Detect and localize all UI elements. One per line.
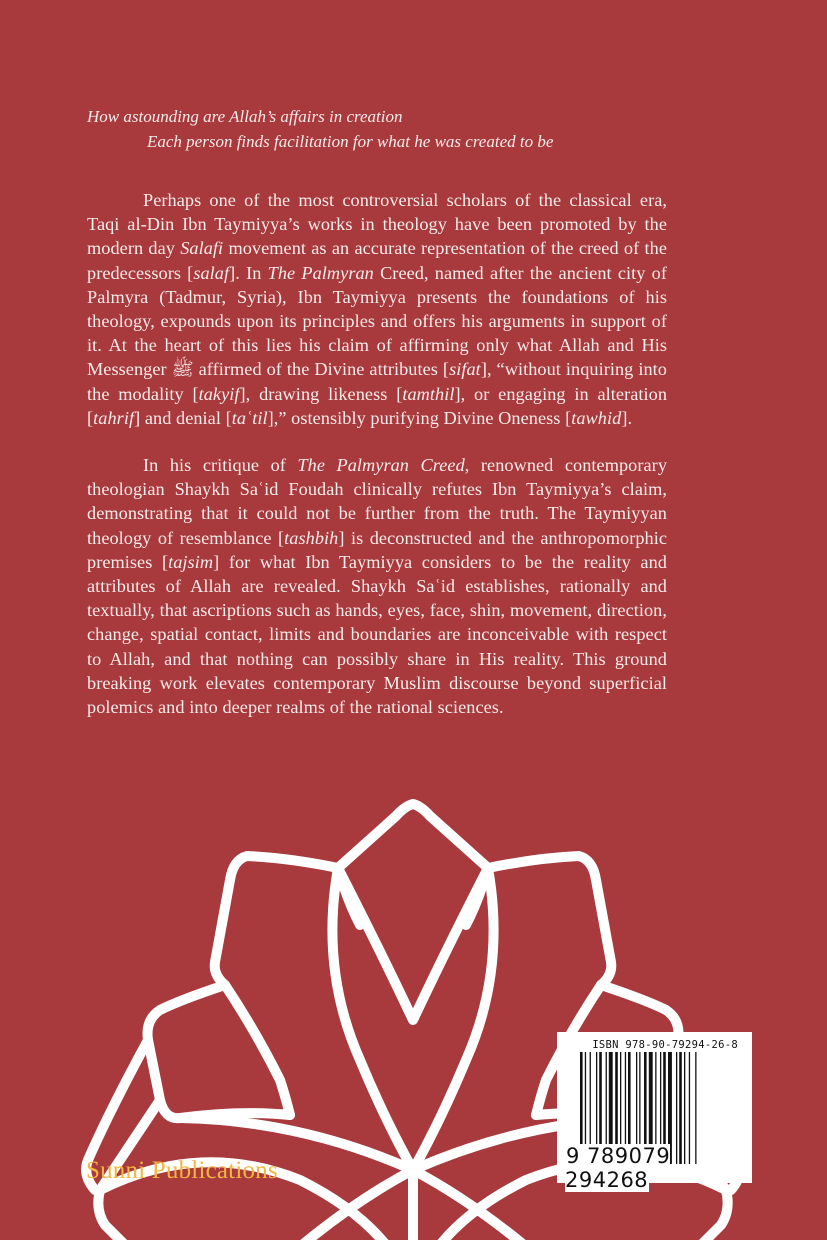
text-run: ], drawing likeness [ — [239, 383, 403, 404]
italic-term: taʿtil — [231, 407, 268, 428]
text-run: ] is deconstructed and the anthropomorphic premises [ — [87, 527, 668, 572]
text-run: Perhaps one of the most controversial scholars of the classical era, Taqi al-Din Ibn Taymiyya’s works in theology have been promoted by the modern day — [87, 190, 667, 259]
text-run: In his critique of — [143, 455, 298, 476]
epigraph — [87, 104, 667, 154]
epigraph-line-2: Each person finds facilitation for what he was created to be — [147, 132, 554, 151]
text-run: ],” ostensibly purifying Divine Oneness [ — [267, 407, 572, 428]
text-run: ]. — [621, 407, 633, 428]
text-run: ] and denial [ — [134, 407, 232, 428]
blurb-paragraph-2 — [87, 453, 667, 719]
text-run: ], or engaging in alteration [ — [87, 383, 668, 428]
publisher-name: Sunni Publications — [86, 1157, 278, 1184]
text-run: ] for what Ibn Taymiyya considers to be the reality and attributes of Allah are revealed. Shaykh Saʿid establishes, rationally and textually, that ascriptions such as hands, eyes, face, shin, movement, direction, change, spatial contact, limits and boundaries are inconceivable with respect to Allah, and that nothing can possibly share in His reality. This ground breaking work elevates contemporary Muslim discourse beyond superficial polemics and into deeper realms of the rational sciences. — [87, 551, 667, 718]
italic-term: tajsim — [168, 551, 214, 572]
text-run: movement as an accurate representation of the creed of the predecessors [ — [87, 238, 667, 283]
italic-term: sifat — [449, 359, 481, 380]
italic-term: The Palmyran — [267, 262, 374, 283]
italic-term: takyif — [198, 383, 240, 404]
isbn-digits: 9 789079 294268 — [565, 1144, 671, 1192]
italic-term: Salafi — [180, 238, 224, 259]
italic-term: tamthil — [402, 383, 455, 404]
italic-term: tawhid — [571, 407, 622, 428]
text-run: ], “without inquiring into the modality [ — [87, 359, 667, 404]
italic-term: salaf — [193, 262, 230, 283]
italic-term: tashbih — [284, 527, 339, 548]
epigraph-line-1: How astounding are Allah’s affairs in creation — [87, 107, 403, 126]
text-run: Creed, named after the ancient city of Palmyra (Tadmur, Syria), Ibn Taymiyya presents the foundations of his theology, expounds upon its principles and offers his arguments in support of it. At the heart of this lies his claim of affirming only what Allah and His Messenger ﷺ affirmed of the Divine attributes [ — [87, 262, 667, 380]
back-cover-text — [87, 104, 667, 742]
isbn-barcode — [557, 1032, 752, 1192]
text-run: , renowned contemporary theologian Shaykh Saʿid Foudah clinically refutes Ibn Taymiyya’s claim, demonstrating that it could not be further from the truth. The Taymiyyan theology of resemblance [ — [87, 455, 668, 548]
italic-term: tahrif — [93, 407, 135, 428]
isbn-label: ISBN 978-90-79294-26-8 — [592, 1039, 738, 1051]
italic-term: The Palmyran Creed — [297, 455, 465, 476]
blurb-paragraph-1 — [87, 188, 667, 430]
text-run: ]. In — [229, 262, 268, 283]
